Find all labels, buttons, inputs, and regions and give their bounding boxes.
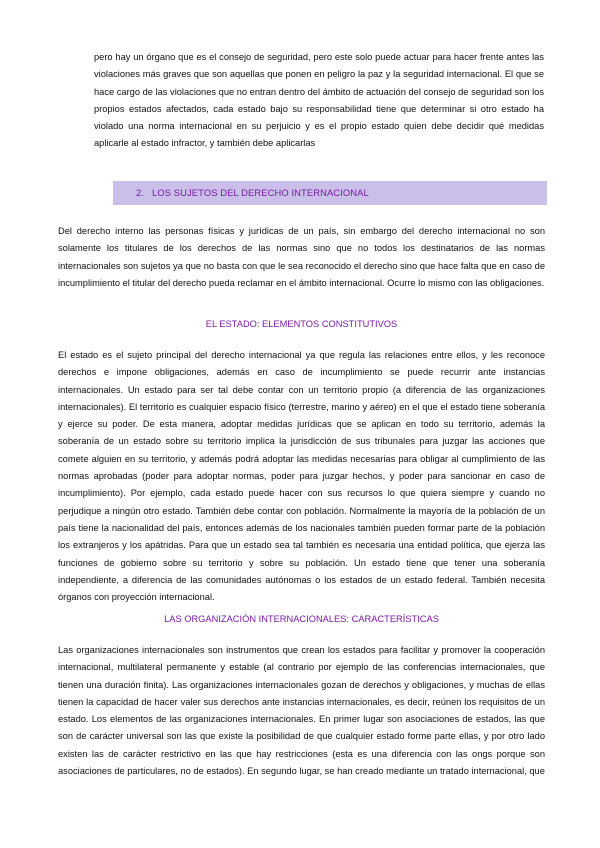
section-number: 2. — [136, 187, 145, 198]
intro-paragraph: pero hay un órgano que es el consejo de seguridad, pero este solo puede actuar para hacer frente antes las violaciones más graves que son aquellas que ponen en peligro la paz y la seguridad internacional. El que se hace cargo de las violaciones que no entran dentro del ámbito de actuación del consejo de seguridad son los propios estados afectados, cada estado bajo su responsabilidad tiene que determinar si otro estado ha violado una norma internacional en su perjuicio y es el propio estado quien debe decidir qué medidas aplicarle al estado infractor, y también debe aplicarlas — [94, 52, 544, 149]
organizaciones-heading: LAS ORGANIZACIÓN INTERNACIONALES: CARACTERÍSTICAS — [164, 614, 439, 624]
estado-heading: EL ESTADO: ELEMENTOS CONSTITUTIVOS — [205, 319, 398, 329]
organizaciones-paragraph: Las organizaciones internacionales son instrumentos que crean los estados para facilitar y promover la cooperación internacional, multilateral permanente y estable (al contrario por ejemplo de las conferencias internacionales, que tienen una duración finita). Las organizaciones internacionales gozan de derechos y obligaciones, y muchas de ellas tienen la capacidad de hacer valer sus derechos ante instancias internacionales, es decir, reúnen los requisitos de un estado. Los elementos de las organizaciones internacionales. En primer lugar son asociaciones de estados, las que son de carácter universal son las que existe la posibilidad de que cualquier estado forme parte ellas, y por otro lado existen las de carácter restrictivo en las que hay restricciones (esta es una diferencia con las ongs porque son asociaciones de particulares, no de estados). En segundo lugar, se han creado mediante un tratado internacional, que — [58, 645, 545, 777]
sujetos-paragraph: Del derecho interno las personas físicas y jurídicas de un país, sin embargo del derecho internacional no son solamente los titulares de los derechos de las normas sino que no todos los destinatarios de las normas internacionales son sujetos ya que no basta con que le sea reconocido el derecho sino que hace falta que en caso de incumplimiento el titular del derecho pueda reclamar en el ámbito internacional. Ocurre lo mismo con las obligaciones. — [58, 226, 545, 288]
section-title: LOS SUJETOS DEL DERECHO INTERNACIONAL — [152, 187, 369, 198]
estado-paragraph: El estado es el sujeto principal del derecho internacional ya que regula las relaciones entre ellos, y les reconoce derechos e impone obligaciones, además en caso de incumplimiento se puede recurrir ante instancias internacionales. Un estado para ser tal debe contar con un territorio propio (a diferencia de las organizaciones internacionales). El territorio es cualquier espacio físico (terrestre, marino y aéreo) en el que el estado tiene soberanía y ejerce su poder. De esta manera, adoptar medidas jurídicas que se aplican en todo su territorio, además la soberanía de un estado sobre su territorio implica la jurisdicción de sus tribunales para juzgar las acciones que comete alguien en su territorio, y además podrá adoptar las medidas necesarias para obligar al cumplimiento de las normas aprobadas (poder para adoptar normas, poder para juzgar hechos, y poder para sancionar en caso de incumplimiento). Por ejemplo, cada estado puede hacer con sus recursos lo que quiera siempre y cuando no perjudique a ningún otro estado. También debe contar con población. Normalmente la mayoría de la población de un país tiene la nacionalidad del país, entonces además de los nacionales también pueden formar parte de la población los extranjeros y los apátridas. Para que un estado sea tal también es necesaria una entidad política, que ejerza las funciones de gobierno sobre su territorio y sobre su población. Un estado tiene que tener una soberanía independiente, a diferencia de las comunidades autónomas o los estados de un estado federal. También necesita órganos con proyección internacional. — [58, 350, 545, 603]
section-heading-band — [113, 181, 547, 205]
